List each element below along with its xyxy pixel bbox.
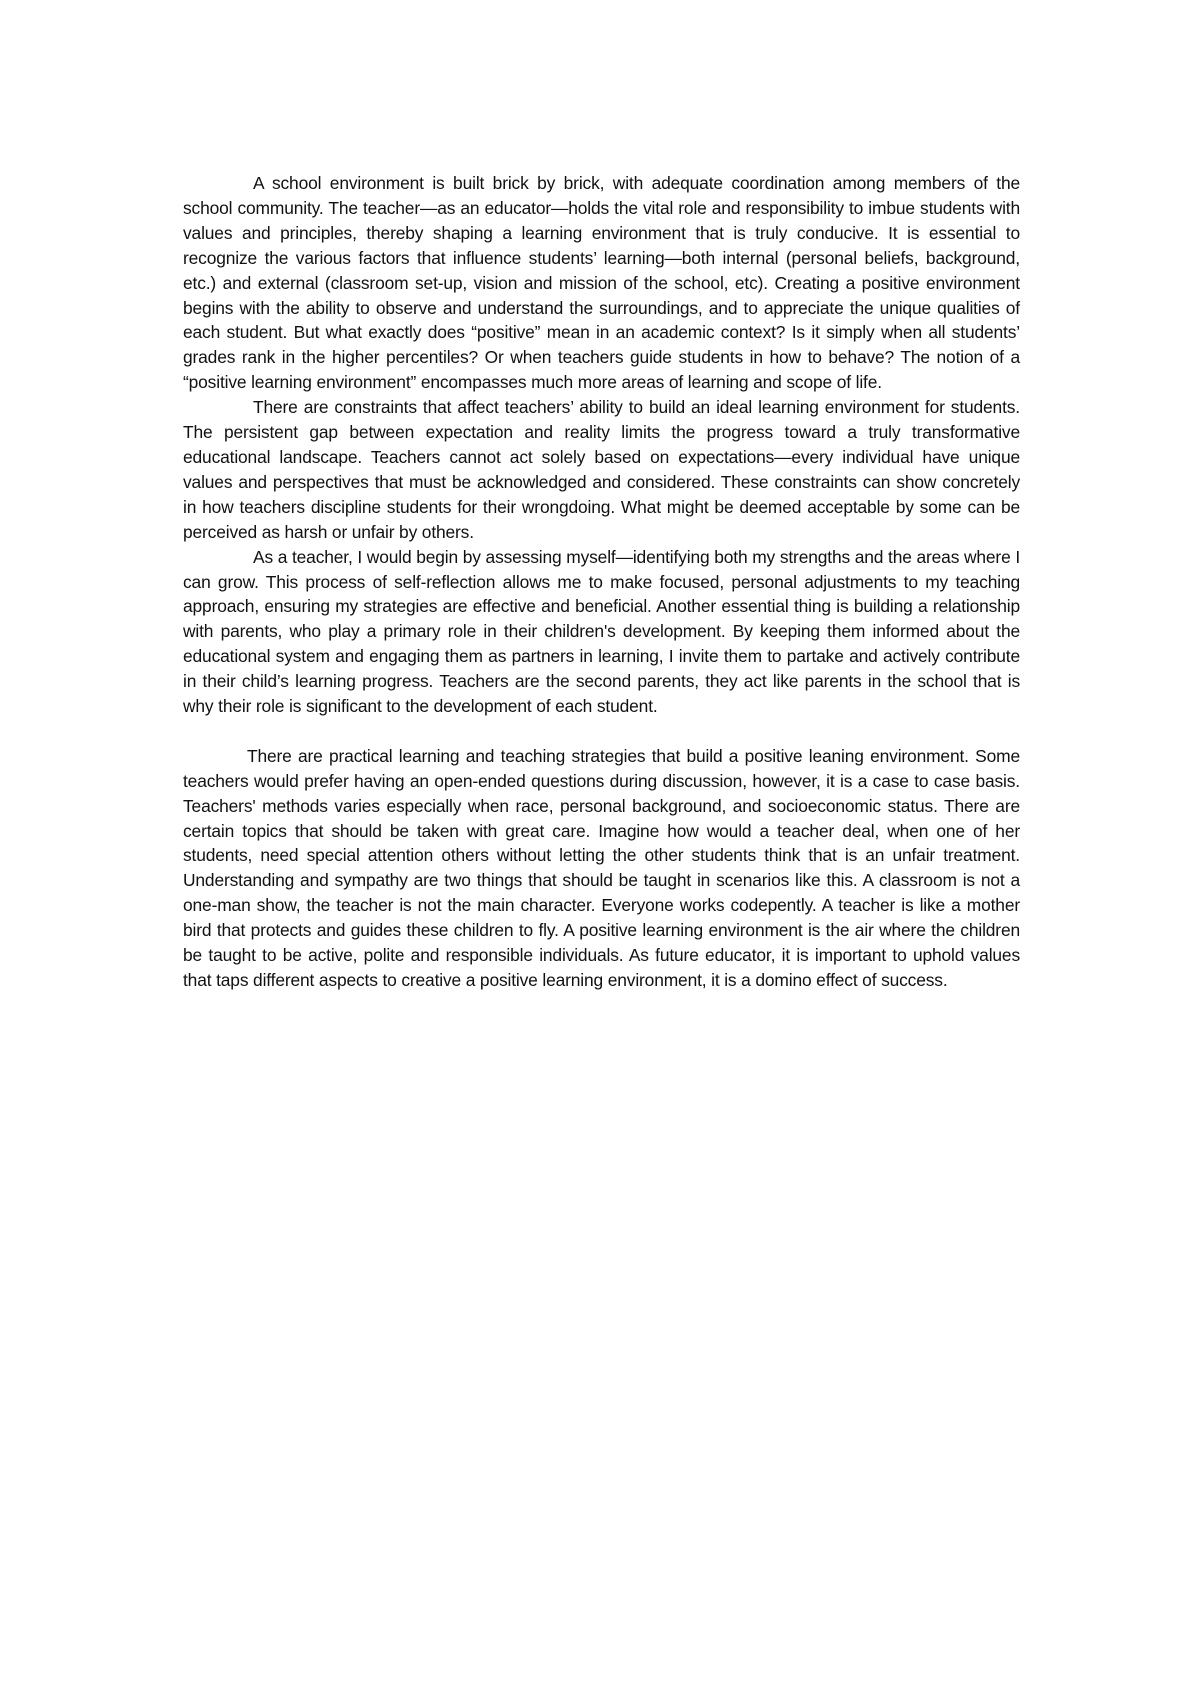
paragraph-4: There are practical learning and teaching strategies that build a positive leaning environment. Some teachers would prefer having an open-ended questions during discussion, however, it is a case to case basis. Teachers' methods varies especially when race, personal background, and socioeconomic status. There are certain topics that should be taken with great care. Imagine how would a teacher deal, when one of her students, need special attention others without letting the other students think that is an unfair treatment. Understanding and sympathy are two things that should be taught in scenarios like this. A classroom is not a one-man show, the teacher is not the main character. Everyone works codepently. A teacher is like a mother bird that protects and guides these children to fly. A positive learning environment is the air where the children be taught to be active, polite and responsible individuals. As future educator, it is important to uphold values that taps different aspects to creative a positive learning environment, it is a domino effect of success. [183, 745, 1020, 990]
paragraph-2: There are constraints that affect teachers’ ability to build an ideal learning environment for students. The persistent gap between expectation and reality limits the progress toward a truly transformative educational landscape. Teachers cannot act solely based on expectations—every individual have unique values and perspectives that must be acknowledged and considered. These constraints can show concretely in how teachers discipline students for their wrongdoing. What might be deemed acceptable by some can be perceived as harsh or unfair by others. [183, 397, 1020, 542]
document-body [183, 171, 1020, 993]
paragraph-3: As a teacher, I would begin by assessing myself—identifying both my strengths and the areas where I can grow. This process of self-reflection allows me to make focused, personal adjustments to my teaching approach, ensuring my strategies are effective and beneficial. Another essential thing is building a relationship with parents, who play a primary role in their children's development. By keeping them informed about the educational system and engaging them as partners in learning, I invite them to partake and actively contribute in their child’s learning progress. Teachers are the second parents, they act like parents in the school that is why their role is significant to the development of each student. [183, 546, 1020, 717]
paragraph-1: A school environment is built brick by brick, with adequate coordination among members of the school community. The teacher—as an educator—holds the vital role and responsibility to imbue students with values and principles, thereby shaping a learning environment that is truly conducive. It is essential to recognize the various factors that influence students’ learning—both internal (personal beliefs, background, etc.) and external (classroom set-up, vision and mission of the school, etc). Creating a positive environment begins with the ability to observe and understand the surroundings, and to appreciate the unique qualities of each student. But what exactly does “positive” mean in an academic context? Is it simply when all students’ grades rank in the higher percentiles? Or when teachers guide students in how to behave? The notion of a “positive learning environment” encompasses much more areas of learning and scope of life. [183, 173, 1020, 393]
